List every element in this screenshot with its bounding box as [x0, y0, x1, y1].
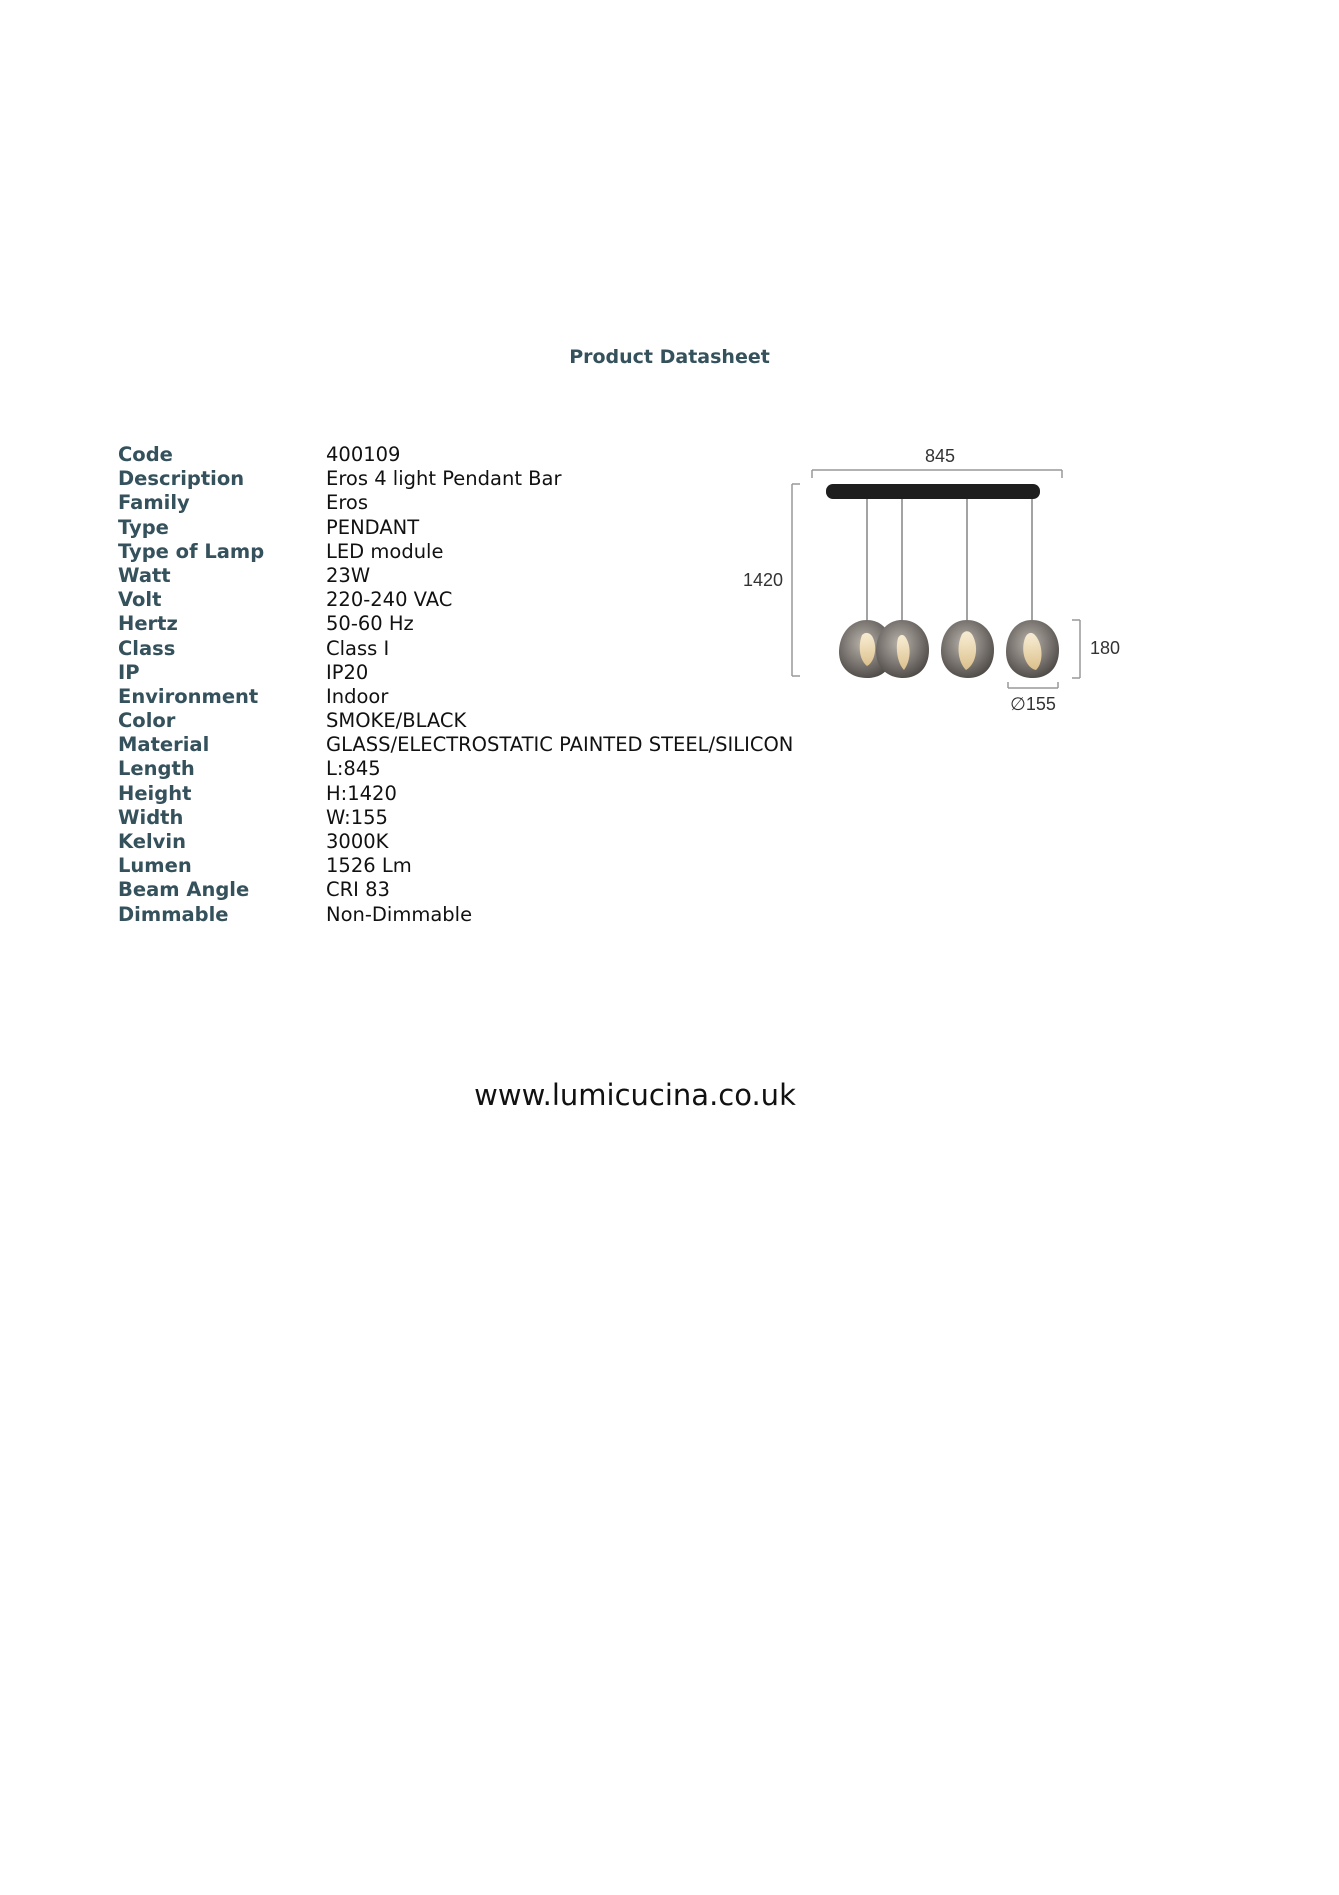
suspension-cables: [867, 499, 1032, 620]
spec-value: 3000K: [326, 830, 389, 853]
spec-row-height: [118, 782, 793, 806]
spec-value: 50-60 Hz: [326, 612, 414, 636]
product-dimension-drawing: [730, 440, 1130, 720]
spec-row-material: [118, 733, 793, 757]
height-dimension: [743, 484, 800, 676]
spec-value: CRI 83: [326, 878, 390, 902]
spec-label: Description: [118, 467, 245, 491]
spec-row-hertz: [118, 612, 793, 636]
spec-label: Height: [118, 781, 192, 805]
spec-row-beam-angle: [118, 878, 793, 902]
spec-label: Class: [118, 636, 176, 660]
spec-row-watt: [118, 564, 793, 588]
spec-row-ip: [118, 661, 793, 685]
spec-row-environment: [118, 685, 793, 709]
spec-row-lumen: [118, 854, 793, 878]
spec-value: H:1420: [326, 781, 397, 805]
spec-row-dimmable: [118, 903, 793, 927]
spec-label: Color: [118, 709, 176, 733]
spec-label: Width: [118, 805, 184, 829]
spec-row-type-of-lamp: [118, 540, 793, 564]
spec-value: Indoor: [326, 684, 389, 708]
spec-row-code: [118, 443, 793, 467]
spec-label: Length: [118, 757, 195, 781]
spec-label: Beam Angle: [118, 878, 250, 902]
spec-row-color: [118, 709, 793, 733]
spec-label: Dimmable: [118, 902, 229, 926]
spec-value: 220-240 VAC: [326, 588, 453, 612]
ceiling-bar: [826, 484, 1040, 499]
spec-value: IP20: [326, 660, 369, 684]
spec-label: Lumen: [118, 854, 192, 878]
spec-value: 400109: [326, 443, 401, 466]
spec-value: PENDANT: [326, 515, 420, 539]
spec-row-width: [118, 806, 793, 830]
spec-value: Non-Dimmable: [326, 902, 473, 926]
spec-label: Environment: [118, 684, 259, 708]
glass-shade: [876, 620, 929, 678]
website-link[interactable]: www.lumicucina.co.uk: [474, 1078, 796, 1112]
spec-value: L:845: [326, 757, 381, 781]
spec-value: Eros: [326, 491, 368, 515]
spec-value: SMOKE/BLACK: [326, 709, 467, 733]
spec-row-length: [118, 757, 793, 781]
spec-value: GLASS/ELECTROSTATIC PAINTED STEEL/SILICON: [326, 733, 794, 757]
length-dimension: [812, 446, 1062, 478]
glass-shade: [941, 620, 994, 678]
spec-label: Volt: [118, 588, 162, 612]
spec-row-family: [118, 491, 793, 515]
spec-label: Family: [118, 491, 190, 515]
spec-label: Code: [118, 443, 173, 466]
spec-row-kelvin: [118, 830, 793, 854]
spec-label: Watt: [118, 563, 171, 587]
spec-row-volt: [118, 588, 793, 612]
spec-label: Hertz: [118, 612, 178, 636]
spec-label: Kelvin: [118, 830, 186, 853]
shade-height-label: 180: [1090, 638, 1121, 658]
spec-value: W:155: [326, 805, 388, 829]
diameter-dimension: [1008, 682, 1058, 714]
length-label: 845: [924, 446, 956, 466]
spec-value: 23W: [326, 563, 371, 587]
spec-label: Type of Lamp: [118, 539, 265, 563]
spec-table: [118, 443, 793, 927]
spec-row-type: [118, 516, 793, 540]
height-label: 1420: [742, 570, 784, 590]
spec-label: Material: [118, 733, 210, 757]
spec-row-description: [118, 467, 793, 491]
spec-value: Class I: [326, 636, 390, 660]
shade-height-dimension: [1072, 620, 1120, 678]
spec-label: IP: [118, 660, 140, 684]
spec-value: LED module: [326, 539, 444, 563]
spec-row-class: [118, 637, 793, 661]
diameter-label: ∅155: [1010, 694, 1056, 714]
spec-value: Eros 4 light Pendant Bar: [326, 467, 562, 491]
page-title: Product Datasheet: [569, 346, 770, 368]
glass-shade: [1006, 620, 1059, 678]
spec-value: 1526 Lm: [326, 854, 412, 878]
spec-label: Type: [118, 515, 169, 539]
